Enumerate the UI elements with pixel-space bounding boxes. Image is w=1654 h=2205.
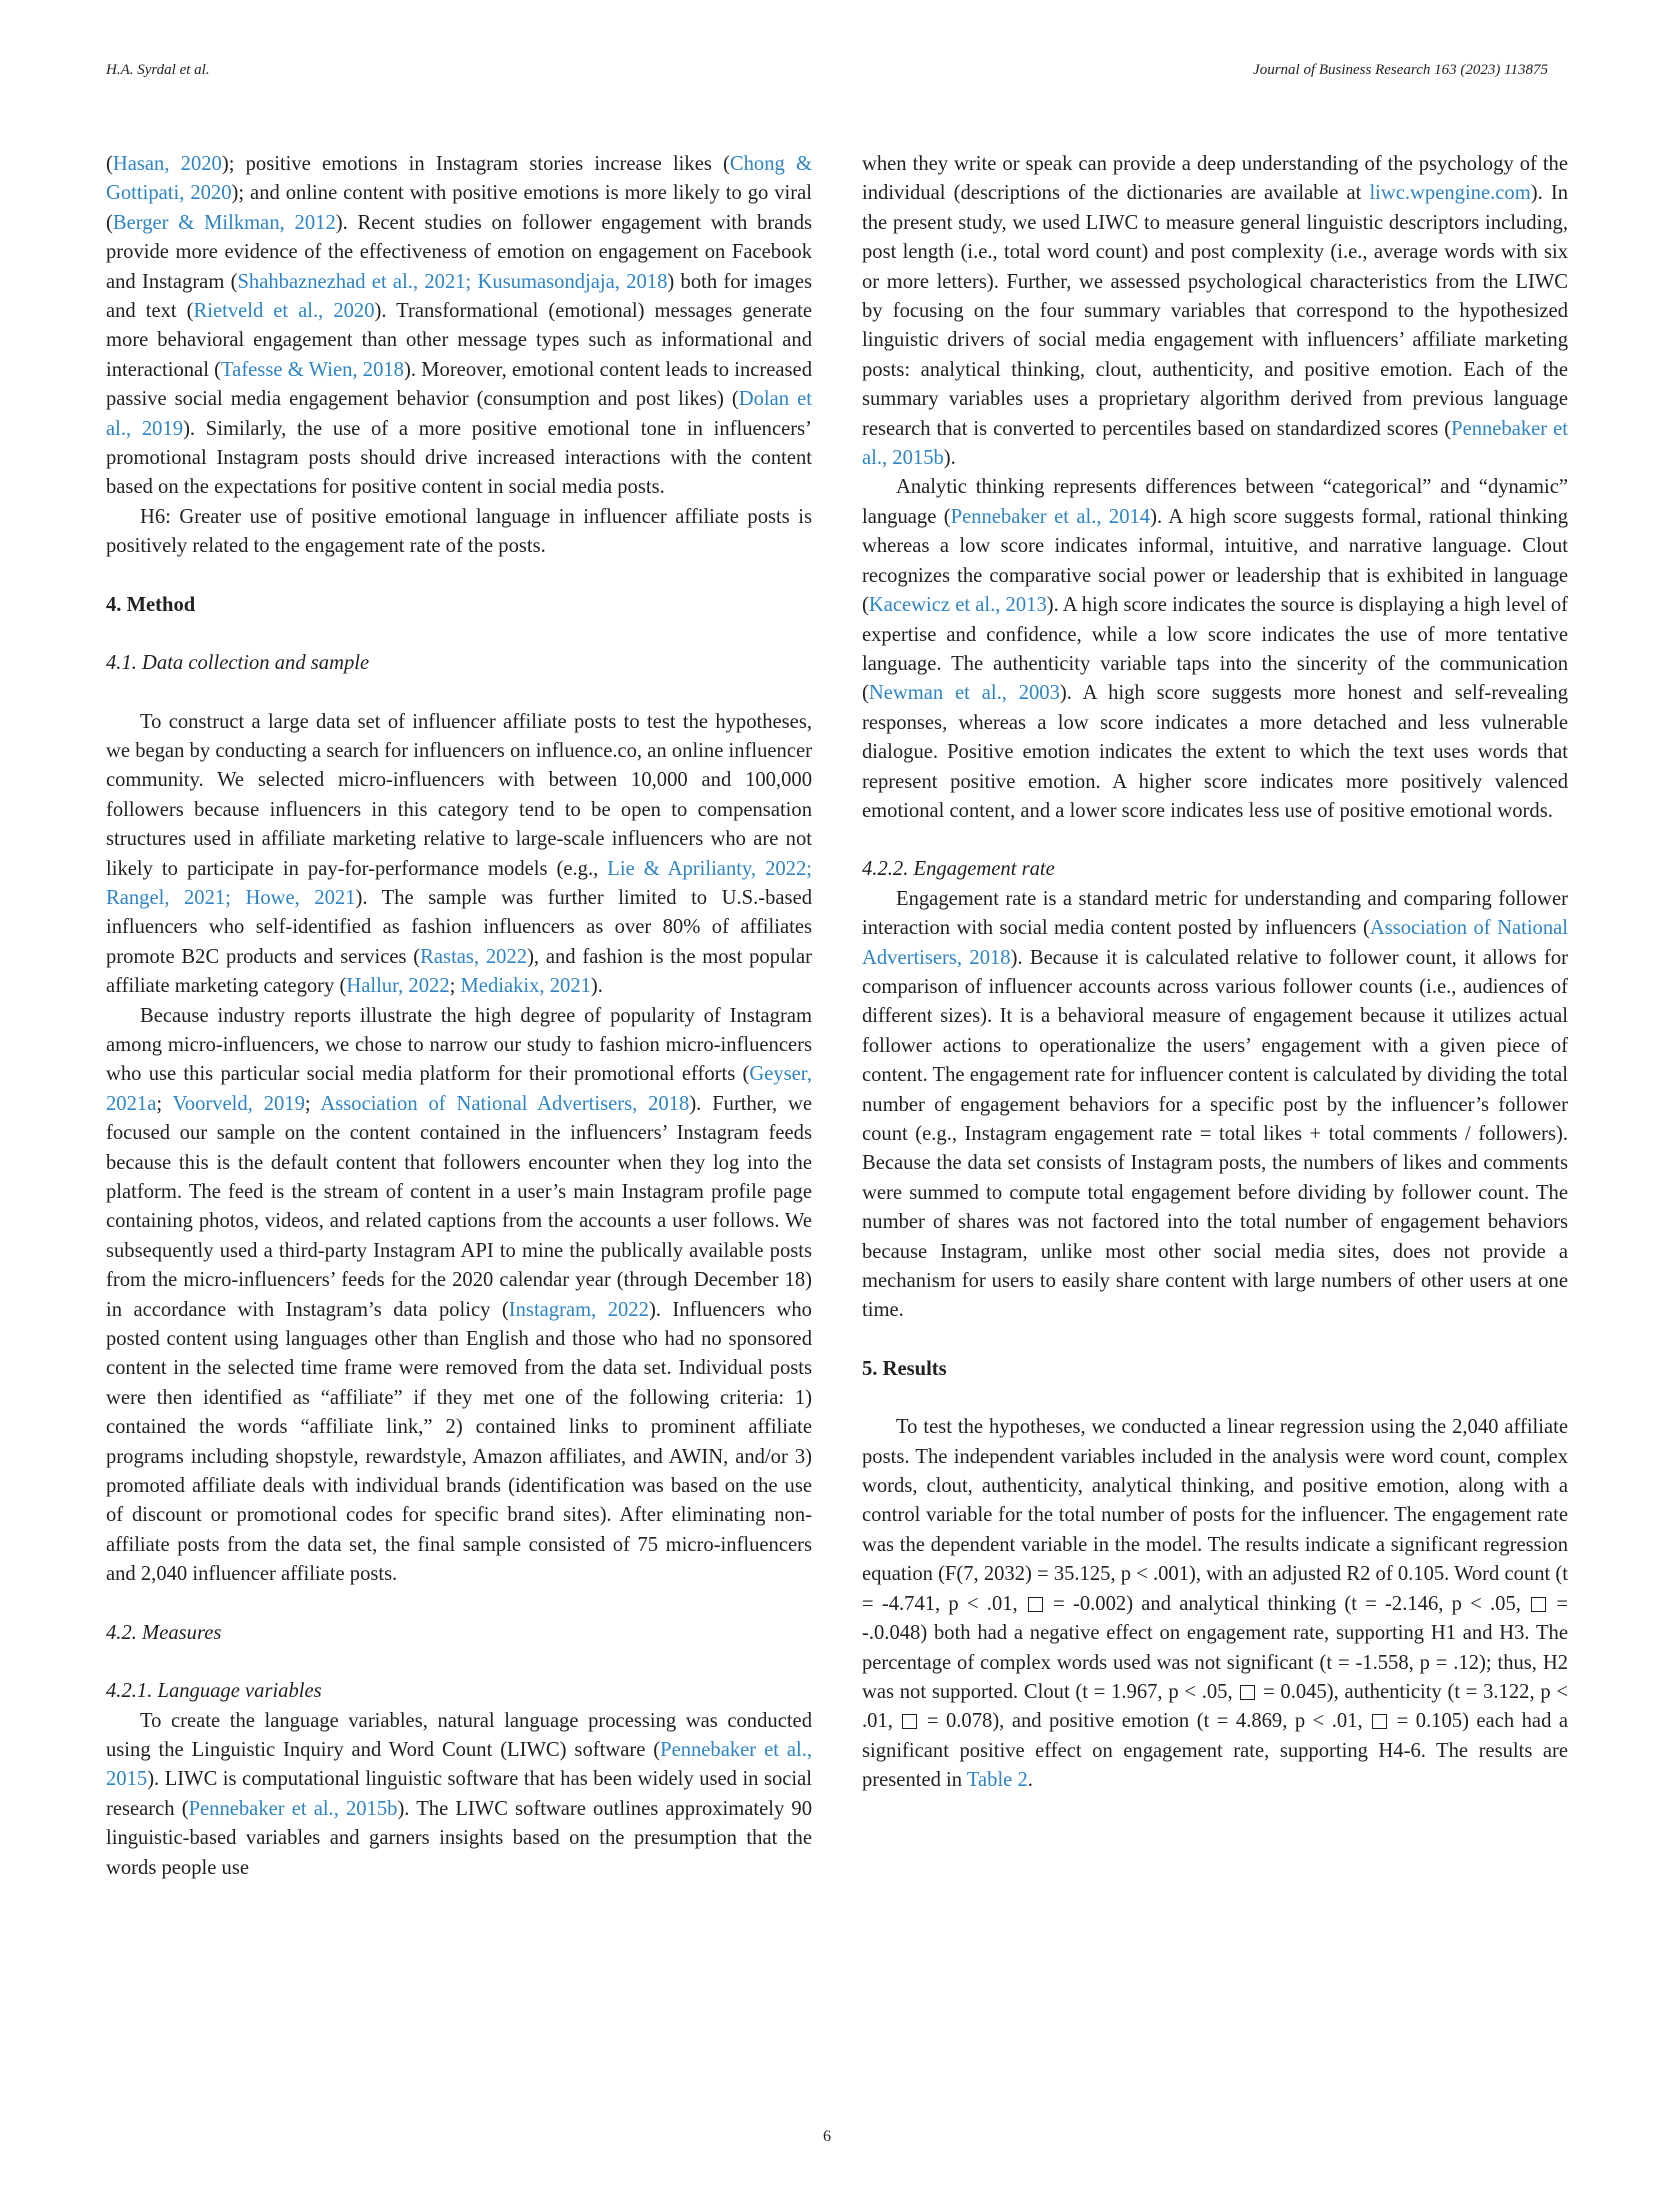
missing-glyph-box-icon bbox=[1372, 1714, 1387, 1729]
citation-link[interactable]: Lie & Aprilianty, 2022; Rangel, 2021; Howe, 2021 bbox=[106, 857, 812, 909]
paragraph-instagram-feeds: Because industry reports illustrate the high degree of popularity of Instagram among micro-influencers, we chose to narrow our study to fashion micro-influencers who use this particular social media platform for their promotional efforts (Geyser, 2021a; Voorveld, 2019; Association of National Advertisers, 2018). Further, we focused our sample on the content contained in the influencers’ Instagram feeds because this is the default content that followers encounter when they log into the platform. The feed is the stream of content in a user’s main Instagram profile page containing photos, videos, and related captions from the accounts a user follows. We subsequently used a third-party Instagram API to mine the publically available posts from the micro-influencers’ feeds for the 2020 calendar year (through December 18) in accordance with Instagram’s data policy (Instagram, 2022). Influencers who posted content using languages other than English and those who had no sponsored content in the selected time frame were removed from the data set. Individual posts were then identified as “affiliate” if they met one of the following criteria: 1) contained the words “affiliate link,” 2) contained links to prominent affiliate programs including shopstyle, rewardstyle, Amazon affiliates, and AWIN, and/or 3) promoted affiliate deals with individual brands (identification was based on the use of discount or promotional codes for specific brand sites). After eliminating non-affiliate posts from the data set, the final sample consisted of 75 micro-influencers and 2,040 influencer affiliate posts. bbox=[106, 1004, 813, 1586]
citation-link[interactable]: Association of National Advertisers, 2018 bbox=[862, 917, 1569, 969]
paragraph-liwc: To create the language variables, natural language processing was conducted using the Linguistic Inquiry and Word Count (LIWC) software (Pennebaker et al., 2015). LIWC is computational linguistic software that has been widely used in social research (Pennebaker et al., 2015b). The LIWC software outlines approximately 90 linguistic-based variables and garners insights based on the presumption that the words people use bbox=[106, 1709, 812, 1879]
page-number: 6 bbox=[823, 2128, 831, 2145]
citation-link[interactable]: Tafesse & Wien, 2018 bbox=[221, 358, 404, 381]
citation-link[interactable]: Voorveld, 2019 bbox=[172, 1092, 305, 1115]
table-reference-link[interactable]: Table 2 bbox=[966, 1769, 1028, 1792]
missing-glyph-box-icon bbox=[902, 1714, 917, 1729]
citation-link[interactable]: Pennebaker et al., 2015 bbox=[106, 1738, 812, 1791]
missing-glyph-box-icon bbox=[1240, 1685, 1255, 1700]
left-column bbox=[106, 150, 812, 1883]
citation-link[interactable]: Newman et al., 2003 bbox=[868, 682, 1060, 705]
subsubsection-heading-language-variables: 4.2.1. Language variables bbox=[106, 1680, 322, 1703]
citation-link[interactable]: Pennebaker et al., 2015b bbox=[862, 417, 1568, 470]
section-heading-method: 4. Method bbox=[106, 593, 196, 616]
subsection-heading-data-collection: 4.1. Data collection and sample bbox=[106, 652, 370, 675]
paragraph-emotion-evidence: (Hasan, 2020); positive emotions in Instagram stories increase likes (Chong & Gottipati, 2020); and online content with positive emotions is more likely to go viral (Berger & Milkman, 2012). Recent studies on follower engagement with brands provide more evidence of the effectiveness of emotion on engagement on Facebook and Instagram (Shahbaznezhad et al., 2021; Kusumasondjaja, 2018) both for images and text (Rietveld et al., 2020). Transformational (emotional) messages generate more behavioral engagement than other message types such as informational and interactional (Tafesse & Wien, 2018). Moreover, emotional content leads to increased passive social media engagement behavior (consumption and post likes) (Dolan et al., 2019). Similarly, the use of a more positive emotional tone in influencers’ promotional Instagram posts should drive increased interactions with the content based on the expectations for positive content in social media posts. bbox=[106, 153, 813, 499]
running-head-journal: Journal of Business Research 163 (2023) 113875 bbox=[1253, 62, 1548, 78]
citation-link[interactable]: Rastas, 2022 bbox=[420, 945, 528, 968]
url-link[interactable]: liwc.wpengine.com bbox=[1369, 182, 1531, 205]
hypothesis-h6: H6: Greater use of positive emotional language in influencer affiliate posts is positively related to the engagement rate of the posts. bbox=[106, 505, 812, 558]
right-column bbox=[862, 150, 1568, 1796]
citation-link[interactable]: Pennebaker et al., 2014 bbox=[950, 505, 1151, 528]
citation-link[interactable]: Kacewicz et al., 2013 bbox=[868, 594, 1047, 617]
paragraph-engagement-rate: Engagement rate is a standard metric for understanding and comparing follower interaction with social media content posted by influencers (Association of National Advertisers, 2018). Because it is calculated relative to follower count, it allows for comparison of influencer accounts across various follower counts (i.e., audiences of different sizes). It is a behavioral measure of engagement because it utilizes actual follower actions to operationalize the users’ engagement with a given piece of content. The engagement rate for influencer content is calculated by dividing the total number of engagement behaviors for a specific post by the influencer’s follower count (e.g., Instagram engagement rate = total likes + total comments / followers). Because the data set consists of Instagram posts, the numbers of likes and comments were summed to compute total engagement before dividing by follower count. The number of shares was not factored into the total number of engagement behaviors because Instagram, unlike most other social media sites, does not provide a mechanism for users to easily share content with large numbers of other users at one time. bbox=[862, 887, 1569, 1322]
citation-link[interactable]: Hallur, 2022 bbox=[346, 975, 450, 998]
paragraph-sample: To construct a large data set of influencer affiliate posts to test the hypotheses, we began by conducting a search for influencers on influence.co, an online influencer community. We selected micro-influencers with between 10,000 and 100,000 followers because influencers in this category tend to be open to compensation structures used in affiliate marketing relative to large-scale influencers who are not likely to participate in pay-for-performance models (e.g., Lie & Aprilianty, 2022; Rangel, 2021; Howe, 2021). The sample was further limited to U.S.-based influencers who self-identified as fashion influencers as over 80% of affiliates promote B2C products and services (Rastas, 2022), and fashion is the most popular affiliate marketing category (Hallur, 2022; Mediakix, 2021). bbox=[106, 710, 813, 998]
citation-link[interactable]: Hasan, 2020 bbox=[112, 153, 222, 175]
running-head-authors: H.A. Syrdal et al. bbox=[106, 62, 210, 78]
citation-link[interactable]: Instagram, 2022 bbox=[508, 1298, 649, 1321]
citation-link[interactable]: Rietveld et al., 2020 bbox=[193, 300, 375, 323]
citation-link[interactable]: Dolan et al., 2019 bbox=[106, 388, 812, 440]
citation-link[interactable]: Mediakix, 2021 bbox=[460, 975, 591, 998]
subsection-heading-measures: 4.2. Measures bbox=[106, 1621, 222, 1644]
citation-link[interactable]: Berger & Milkman, 2012 bbox=[112, 211, 336, 234]
citation-link[interactable]: Pennebaker et al., 2015b bbox=[188, 1797, 398, 1820]
missing-glyph-box-icon bbox=[1531, 1597, 1546, 1612]
citation-link[interactable]: Chong & Gottipati, 2020 bbox=[106, 153, 813, 205]
section-heading-results: 5. Results bbox=[862, 1357, 947, 1380]
paragraph-analytic-thinking: Analytic thinking represents differences between “categorical” and “dynamic” language (Pennebaker et al., 2014). A high score suggests formal, rational thinking whereas a low score indicates informal, intuitive, and narrative language. Clout recognizes the comparative social power or leadership that is exhibited in language (Kacewicz et al., 2013). A high score indicates the source is displaying a high level of expertise and confidence, while a low score indicates the use of more tentative language. The authenticity variable taps into the sincerity of the communication (Newman et al., 2003). A high score suggests more honest and self-revealing responses, whereas a low score indicates a more detached and less vulnerable dialogue. Positive emotion indicates the extent to which the text uses words that represent positive emotion. A higher score indicates more positively valenced emotional content, and a lower score indicates less use of positive emotional words. bbox=[862, 476, 1569, 822]
citation-link[interactable]: Shahbaznezhad et al., 2021; Kusumasondjaja, 2018 bbox=[237, 270, 668, 293]
subsubsection-heading-engagement-rate: 4.2.2. Engagement rate bbox=[862, 858, 1055, 881]
paragraph-results: To test the hypotheses, we conducted a linear regression using the 2,040 affiliate posts. The independent variables included in the analysis were word count, complex words, clout, authenticity, analytical thinking, and positive emotion, along with a control variable for the total number of posts for the influencer. The engagement rate was the dependent variable in the model. The results indicate a significant regression equation (F(7, 2032) = 35.125, p < .001), with an adjusted R2 of 0.105. Word count (t = -4.741, p < .01, = -0.002) and analytical thinking (t = -2.146, p < .05, = -.0.048) both had a negative effect on engagement rate, supporting H1 and H3. The percentage of complex words used was not significant (t = -1.558, p = .12); thus, H2 was not supported. Clout (t = 1.967, p < .05, = 0.045), authenticity (t = 3.122, p < .01, = 0.078), and positive emotion (t = 4.869, p < .01, = 0.105) each had a significant positive effect on engagement rate, supporting H4-6. The results are presented in Table 2. bbox=[862, 1416, 1569, 1792]
paragraph-liwc-continued: when they write or speak can provide a deep understanding of the psychology of the individual (descriptions of the dictionaries are available at liwc.wpengine.com). In the present study, we used LIWC to measure general linguistic descriptors including, post length (i.e., total word count) and post complexity (i.e., average words with six or more letters). Further, we assessed psychological characteristics from the LIWC by focusing on the four summary variables that correspond to the hypothesized linguistic drivers of social media engagement with influencers’ affiliate marketing posts: analytical thinking, clout, authenticity, and positive emotion. Each of the summary variables uses a proprietary algorithm derived from previous language research that is converted to percentiles based on standardized scores (Pennebaker et al., 2015b). bbox=[862, 153, 1568, 470]
missing-glyph-box-icon bbox=[1028, 1597, 1043, 1612]
citation-link[interactable]: Association of National Advertisers, 2018 bbox=[320, 1092, 690, 1115]
citation-link[interactable]: Geyser, 2021a bbox=[106, 1063, 812, 1115]
